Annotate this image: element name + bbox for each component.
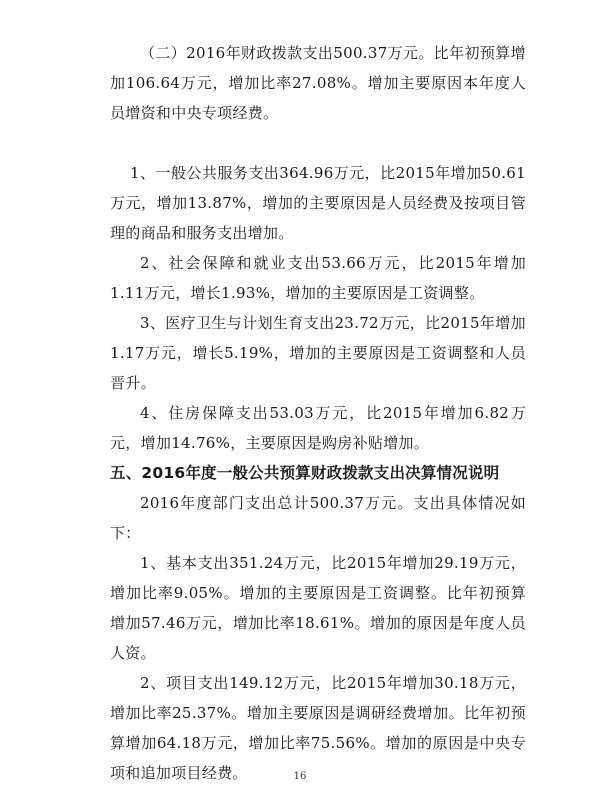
paragraph-project-expenditure: 2、项目支出149.12万元，比2015年增加30.18万元，增加比率25.37%。增加主要原因是调研经费增加。比年初预算增加64.18万元，增加比率75.56%。增加的原因是中央专项和追加项目经费。 (110, 674, 526, 782)
page-number: 16 (293, 771, 307, 782)
paragraph-general-public-services: 1、一般公共服务支出364.96万元，比2015年增加50.61万元，增加13.87%，增加的主要原因是人员经费及按项目管理的商品和服务支出增加。 (110, 164, 526, 242)
paragraph-social-security: 2、社会保障和就业支出53.66万元，比2015年增加1.11万元，增长1.93%，增加的主要原因是工资调整。 (110, 254, 526, 302)
paragraph-basic-expenditure: 1、基本支出351.24万元，比2015年增加29.19万元，增加比率9.05%。增加的主要原因是工资调整。比年初预算增加57.46万元，增加比率18.61%。增加的原因是年度人员人资。 (110, 554, 526, 662)
paragraph-total-expenditure: 2016年度部门支出总计500.37万元。支出具体情况如下： (110, 494, 526, 542)
paragraph-housing-security: 4、住房保障支出53.03万元，比2015年增加6.82万元，增加14.76%，主要原因是购房补贴增加。 (110, 404, 526, 452)
paragraph-fiscal-appropriation-summary: （二）2016年财政拨款支出500.37万元。比年初预算增加106.64万元，增加比率27.08%。增加主要原因本年度人员增资和中央专项经费。 (110, 44, 526, 122)
section-heading: 五、2016年度一般公共预算财政拨款支出决算情况说明 (110, 464, 500, 482)
paragraph-health-family-planning: 3、医疗卫生与计划生育支出23.72万元，比2015年增加1.17万元，增长5.19%，增加的主要原因是工资调整和人员晋升。 (110, 314, 526, 392)
